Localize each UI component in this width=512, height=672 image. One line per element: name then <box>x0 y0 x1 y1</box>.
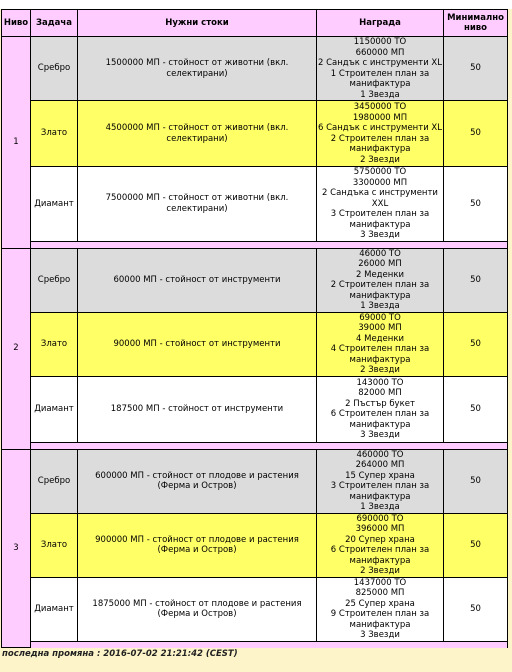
level-cell: 1 <box>2 37 31 249</box>
table-row <box>2 513 508 577</box>
needed-goods-cell: 7500000 МП - стойност от животни (вкл. селектирани) <box>78 167 317 242</box>
min-level-cell: 50 <box>444 513 508 577</box>
table-row <box>2 312 508 376</box>
task-cell: Сребро <box>31 248 78 312</box>
reward-line: 1 Строителен план за манифактура <box>330 68 430 89</box>
reward-line: 6 Строителен план за манифактура <box>330 409 430 430</box>
reward-line: 3450000 ТО <box>353 102 407 112</box>
reward-cell <box>317 248 444 312</box>
reward-line: 143000 ТО <box>356 377 404 388</box>
reward-line: 3 Строителен план за манифактура <box>330 481 430 502</box>
min-level-cell: 50 <box>444 248 508 312</box>
reward-cell <box>317 37 444 101</box>
task-cell: Диамант <box>31 376 78 442</box>
reward-line: 1 Звезда <box>360 502 400 512</box>
header-min-level: Минимално ниво <box>444 10 508 37</box>
reward-line: 3 Звезди <box>360 430 400 440</box>
reward-line: 690000 ТО <box>356 513 404 524</box>
table-row <box>2 248 508 312</box>
needed-goods-cell: 1875000 МП - стойност от плодове и растения (Ферма и Остров) <box>78 577 317 641</box>
reward-line: 3 Звезди <box>360 630 400 640</box>
header-reward: Награда <box>317 10 444 37</box>
needed-goods-cell: 900000 МП - стойност от плодове и растения (Ферма и Остров) <box>78 513 317 577</box>
table-row <box>2 449 508 513</box>
min-level-cell: 50 <box>444 577 508 641</box>
task-cell: Сребро <box>31 37 78 101</box>
level-cell: 3 <box>2 449 31 648</box>
reward-line: 2 Сандъка с инструменти XXL <box>322 188 438 209</box>
reward-line: 4 Строителен план за манифактура <box>330 344 430 365</box>
reward-cell <box>317 101 444 167</box>
reward-cell <box>317 449 444 513</box>
reward-line: 26000 МП <box>358 259 402 269</box>
table-row <box>2 577 508 641</box>
task-cell: Диамант <box>31 577 78 641</box>
reward-line: 25 Супер храна <box>345 598 415 609</box>
reward-cell <box>317 312 444 376</box>
task-cell: Злато <box>31 513 78 577</box>
min-level-cell: 50 <box>444 376 508 442</box>
spacer-cell <box>31 442 508 449</box>
reward-line: 46000 ТО <box>359 248 401 259</box>
reward-line: 660000 МП <box>355 47 405 58</box>
reward-line: 460000 ТО <box>356 449 404 460</box>
reward-line: 2 Сандък с инструменти XL <box>318 58 442 68</box>
reward-line: 3300000 МП <box>352 177 408 188</box>
min-level-cell: 50 <box>444 167 508 242</box>
reward-line: 1 Звезда <box>360 89 400 100</box>
reward-line: 2 Звезди <box>360 566 400 576</box>
task-cell: Злато <box>31 101 78 167</box>
header-task: Задача <box>31 10 78 37</box>
needed-goods-cell: 600000 МП - стойност от плодове и растения (Ферма и Остров) <box>78 449 317 513</box>
needed-goods-cell: 1500000 МП - стойност от животни (вкл. селектирани) <box>78 37 317 101</box>
tasks-body <box>2 37 508 648</box>
level-cell: 2 <box>2 248 31 449</box>
reward-line: 82000 МП <box>358 388 402 398</box>
task-cell: Диамант <box>31 167 78 242</box>
tasks-table <box>1 9 508 648</box>
reward-cell <box>317 376 444 442</box>
reward-line: 4 Меденки <box>356 333 404 344</box>
reward-line: 3 Звезди <box>360 230 400 240</box>
spacer-cell <box>31 641 508 648</box>
reward-line: 20 Супер храна <box>345 534 415 545</box>
min-level-cell: 50 <box>444 312 508 376</box>
level-spacer <box>2 641 508 648</box>
reward-line: 1150000 ТО <box>353 37 407 47</box>
reward-line: 9 Строителен план за манифактура <box>330 609 430 630</box>
header-level: Ниво <box>2 10 31 37</box>
reward-line: 6 Строителен план за манифактура <box>330 545 430 566</box>
reward-line: 1437000 ТО <box>353 577 407 588</box>
table-row <box>2 37 508 101</box>
page <box>0 9 512 672</box>
reward-line: 2 Пъстър букет <box>345 398 415 409</box>
reward-line: 1980000 МП <box>352 112 408 123</box>
min-level-cell: 50 <box>444 37 508 101</box>
min-level-cell: 50 <box>444 449 508 513</box>
reward-line: 2 Звезди <box>360 365 400 375</box>
level-spacer <box>2 241 508 248</box>
reward-line: 396000 МП <box>355 524 405 534</box>
reward-cell <box>317 513 444 577</box>
reward-line: 5750000 ТО <box>353 167 407 177</box>
needed-goods-cell: 187500 МП - стойност от инструменти <box>78 376 317 442</box>
spacer-cell <box>31 241 508 248</box>
reward-line: 2 Меденки <box>356 269 404 280</box>
needed-goods-cell: 4500000 МП - стойност от животни (вкл. селектирани) <box>78 101 317 167</box>
reward-line: 15 Супер храна <box>345 470 415 481</box>
last-modified: последна промяна : 2016-07-02 21:21:42 (CEST) <box>2 649 238 659</box>
reward-line: 1 Звезда <box>360 301 400 311</box>
reward-line: 2 Строителен план за манифактура <box>330 280 430 301</box>
needed-goods-cell: 60000 МП - стойност от инструменти <box>78 248 317 312</box>
table-row <box>2 167 508 242</box>
reward-line: 825000 МП <box>355 588 405 598</box>
header-needed: Нужни стоки <box>78 10 317 37</box>
task-cell: Злато <box>31 312 78 376</box>
reward-line: 6 Сандък с инструменти XL <box>318 123 442 133</box>
level-spacer <box>2 442 508 449</box>
min-level-cell: 50 <box>444 101 508 167</box>
table-row <box>2 376 508 442</box>
table-row <box>2 101 508 167</box>
needed-goods-cell: 90000 МП - стойност от инструменти <box>78 312 317 376</box>
reward-line: 2 Строителен план за манифактура <box>330 133 430 154</box>
reward-line: 69000 ТО <box>359 312 401 323</box>
task-cell: Сребро <box>31 449 78 513</box>
reward-line: 3 Строителен план за манифактура <box>330 209 430 230</box>
reward-line: 264000 МП <box>355 460 405 470</box>
header-row <box>2 10 508 37</box>
reward-cell <box>317 167 444 242</box>
reward-line: 39000 МП <box>358 323 402 333</box>
reward-cell <box>317 577 444 641</box>
reward-line: 2 Звезди <box>360 154 400 165</box>
